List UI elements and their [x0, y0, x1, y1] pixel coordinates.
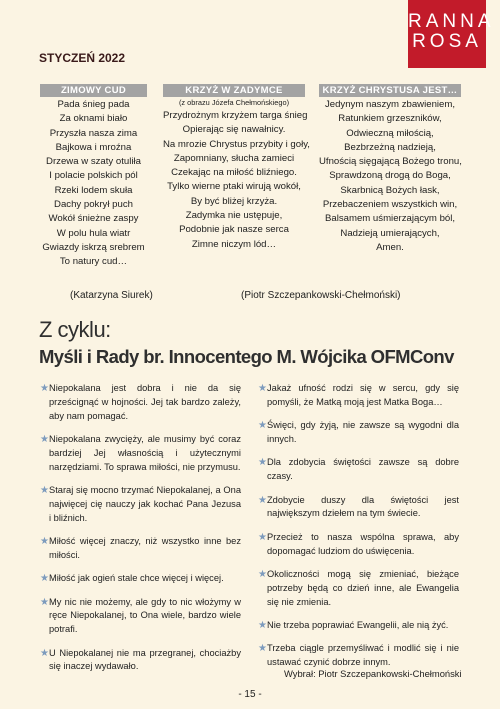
- maxim-item: [40, 382, 241, 423]
- maxim-text: Trzeba ciągle przemyśliwać i modlić się i nie ustawać czynić dobrze innym.: [267, 643, 459, 668]
- maxim-item: [258, 494, 459, 522]
- poem-title: KRZYŻ W ZADYMCE: [163, 84, 305, 97]
- star-bullet-icon: ★: [258, 619, 267, 631]
- star-bullet-icon: ★: [258, 494, 267, 506]
- poem-line: Gwiazdy iskrzą srebrem: [42, 241, 145, 253]
- maxim-text: Dla zdobycia świętości zawsze są dobre czasy.: [267, 457, 459, 482]
- maxim-item: [40, 596, 241, 637]
- cycle-label: Z cyklu:: [39, 317, 111, 342]
- maxim-text: Nie trzeba poprawiać Ewangelii, ale nią żyć.: [267, 619, 449, 630]
- poem-line: Opierając się nawałnicy.: [182, 124, 286, 136]
- star-bullet-icon: ★: [40, 383, 49, 394]
- poem-line: Balsamem uśmierzającym ból,: [324, 213, 456, 225]
- poem-line: By być bliżej krzyża.: [190, 195, 278, 207]
- poem-krzyz-w-zadymce: [163, 84, 310, 252]
- maxim-item: [258, 568, 459, 609]
- poem-line: Odwieczną miłością,: [346, 127, 434, 139]
- poem-line: Zadymka nie ustępuje,: [185, 210, 283, 222]
- logo-line-2: ROSA: [412, 31, 482, 52]
- maxim-item: [258, 419, 459, 447]
- poem-line: Ufnością sięgającą Bożego tronu,: [319, 156, 462, 168]
- star-bullet-icon: ★: [40, 484, 49, 496]
- star-bullet-icon: ★: [258, 568, 267, 580]
- poem-line: Nadzieją umierających,: [340, 227, 440, 239]
- maxim-text: My nic nie możemy, ale gdy to nic włożymy w ręce Niepokalanej, to Ona wiele, bardzo wiele potrafi.: [49, 596, 241, 635]
- poem-line: Podobnie jak nasze serca: [179, 224, 289, 236]
- maxim-text: Święci, gdy żyją, nie zawsze są wygodni dla innych.: [267, 420, 459, 444]
- poem-line: Drzewa w szaty otuliła: [46, 156, 141, 168]
- poem-author-1: (Katarzyna Siurek): [70, 290, 153, 301]
- selected-by: Wybrał: Piotr Szczepankowski-Chełmoński: [284, 668, 462, 679]
- poem-author-2: (Piotr Szczepankowski-Chełmoński): [241, 290, 401, 301]
- poem-line: Skarbnicą Bożych łask,: [340, 184, 440, 196]
- maxim-item: [40, 433, 241, 474]
- maxim-item: [40, 535, 241, 563]
- star-bullet-icon: ★: [40, 433, 49, 445]
- poem-line: To natury cud…: [59, 256, 128, 268]
- poem-zimowy-cud: [40, 84, 147, 270]
- poem-line: Amen.: [376, 241, 404, 253]
- maxim-text: Przecież to nasza wspólna sprawa, aby dopomagać ludziom do uświęcenia.: [267, 531, 459, 556]
- poem-line: Zapomniany, słucha zamieci: [173, 152, 295, 164]
- maxim-text: Staraj się mocno trzymać Niepokalanej, a Ona najwięcej cię nauczy jak kochać Pana Jezusa i bliźnich.: [49, 484, 241, 523]
- logo-line-1: RANNA: [408, 11, 495, 32]
- maxim-item: [258, 642, 459, 670]
- maxim-item: [258, 619, 459, 633]
- poem-line: Ratunkiem grzeszników,: [338, 113, 442, 125]
- star-bullet-icon: ★: [258, 420, 267, 432]
- maxim-item: [258, 456, 459, 484]
- maxim-text: U Niepokalanej nie ma przegranej, chociażby się inaczej wydawało.: [49, 647, 241, 672]
- poem-line: Bajkowa i mroźna: [55, 141, 132, 153]
- poem-line: Jedynym naszym zbawieniem,: [324, 99, 456, 110]
- issue-month: STYCZEŃ 2022: [39, 51, 126, 65]
- maxim-item: [40, 572, 241, 586]
- maxims-left-column: [40, 382, 241, 684]
- poem-line: Dachy pokrył puch: [54, 199, 133, 211]
- poem-line: Wokół śnieżne zaspy: [48, 213, 139, 225]
- poem-krzyz-chrystusa: [319, 84, 461, 255]
- maxim-text: Okoliczności mogą się zmieniać, bieżące potrzeby będą co dzień inne, ale Ewangelia się nie zmienia.: [267, 568, 459, 607]
- cycle-title: Myśli i Rady br. Innocentego M. Wójcika OFMConv: [39, 346, 454, 367]
- poem-title: KRZYŻ CHRYSTUSA JEST…: [319, 84, 461, 97]
- star-bullet-icon: ★: [40, 596, 49, 608]
- maxim-item: [258, 531, 459, 559]
- poem-line: Przydrożnym krzyżem targa śnieg: [163, 110, 308, 121]
- poem-line: W polu hula wiatr: [56, 227, 131, 239]
- maxim-item: [40, 484, 241, 525]
- star-bullet-icon: ★: [258, 531, 267, 543]
- poem-subtitle: (z obrazu Józefa Chełmońskiego): [178, 98, 290, 107]
- poem-line: Bezbrzeżną nadzieją,: [344, 141, 436, 153]
- star-bullet-icon: ★: [40, 647, 49, 659]
- poem-line: Przyszła nasza zima: [49, 127, 138, 139]
- poem-title: ZIMOWY CUD: [40, 84, 147, 97]
- poem-line: Za oknami biało: [59, 113, 128, 125]
- poem-line: Tylko wierne ptaki wirują wokół,: [167, 181, 301, 193]
- poem-line: Czekając na miłość bliźniego.: [171, 167, 297, 179]
- maxim-text: Miłość więcej znaczy, niż wszystko inne bez miłości.: [49, 535, 241, 560]
- star-bullet-icon: ★: [258, 383, 267, 394]
- maxim-text: Niepokalana zwycięży, ale musimy być coraz bardziej Jej własnością i użytecznymi narzędziami. To sprawa miłości, nie przymusu.: [49, 433, 241, 472]
- star-bullet-icon: ★: [258, 643, 267, 655]
- poem-line: Pada śnieg pada: [57, 99, 130, 110]
- poem-line: Przebaczeniem wszystkich win,: [322, 199, 458, 211]
- poem-line: Zimne niczym lód…: [191, 238, 277, 250]
- maxim-item: [258, 382, 459, 410]
- poem-line: Sprawdzoną drogą do Boga,: [329, 170, 451, 182]
- ranna-rosa-logo: [408, 0, 495, 68]
- poem-line: Na mrozie Chrystus przybity i goły,: [163, 138, 310, 150]
- star-bullet-icon: ★: [40, 535, 49, 547]
- maxim-item: [40, 647, 241, 675]
- maxim-text: Zdobycie duszy dla świętości jest największym dziełem na tym świecie.: [267, 494, 459, 519]
- poem-line: Rzeki lodem skuła: [54, 184, 133, 196]
- maxims-right-column: [258, 382, 459, 680]
- maxim-text: Niepokalana jest dobra i nie da się prześcignąć w hojności. Jej tak bardzo zależy, aby nam pomagać.: [49, 383, 241, 421]
- poem-line: I polacie polskich pól: [49, 170, 138, 182]
- page-number: - 15 -: [238, 689, 262, 700]
- star-bullet-icon: ★: [40, 573, 49, 585]
- maxim-text: Jakaż ufność rodzi się w sercu, gdy się pomyśli, że Matką moją jest Matka Boga…: [267, 383, 459, 407]
- maxim-text: Miłość jak ogień stale chce więcej i więcej.: [49, 573, 224, 584]
- star-bullet-icon: ★: [258, 457, 267, 469]
